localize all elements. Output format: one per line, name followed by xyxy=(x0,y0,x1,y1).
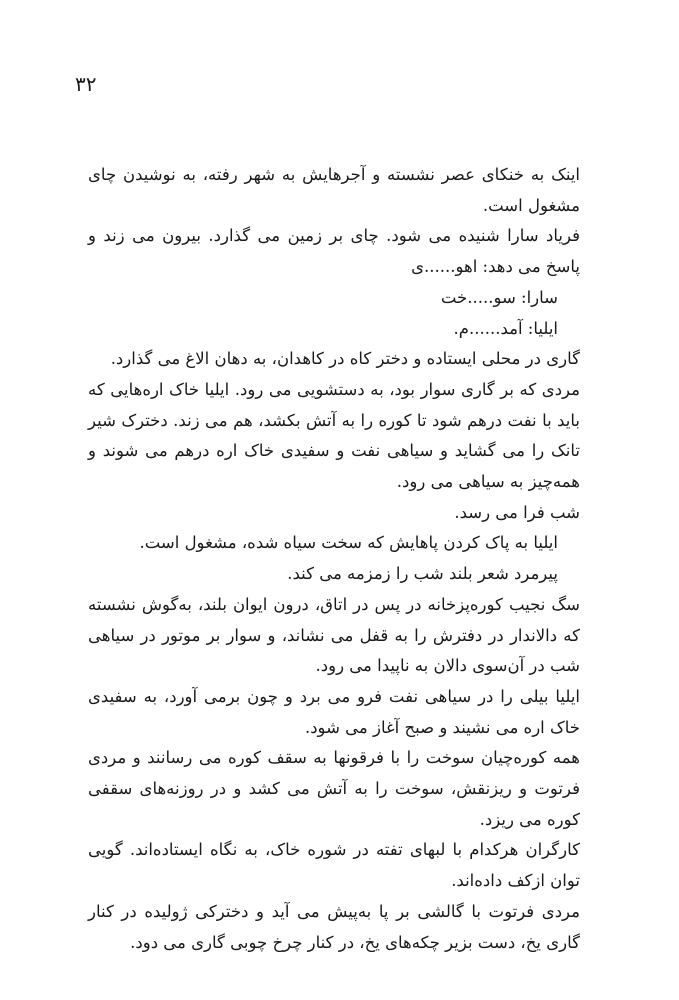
paragraph: اینک به خنکای عصر نشسته و آجرهایش به شهر رفته، به نوشیدن چای مشغول است. xyxy=(88,165,580,215)
paragraph: کارگران هرکدام با لبهای تفته در شوره خاک، به نگاه ایستاده‌اند. گویی توان ازکف داده‌اند. xyxy=(88,840,580,891)
paragraph: ایلیا به پاک کردن پاهایش که سخت سیاه شده، مشغول است. xyxy=(139,533,558,553)
paragraph: شب فرا می رسد. xyxy=(454,502,580,522)
paragraph: مردی که بر گاری سوار بود، به دستشویی می رود. ایلیا خاک اره‌هایی که باید با نفت درهم شود تا کوره را به آتش بکشد، هم می زند. دخترک شیر تانک را می گشاید و سیاهی نفت و سفیدی خاک اره درهم می شوند و همه‌چیز به سیاهی می رود. xyxy=(88,379,580,492)
paragraph: ایلیا بیلی را در سیاهی نفت فرو می برد و چون برمی آورد، به سفیدی خاک اره می نشیند و صبح آغاز می شود. xyxy=(88,686,580,737)
dialogue-line: ایلیا: آمد......م. xyxy=(453,318,558,338)
paragraph: گاری در محلی ایستاده و دختر کاه در کاهدان، به دهان الاغ می گذارد. xyxy=(110,349,580,369)
paragraph: فریاد سارا شنیده می شود. چای بر زمین می گذارد. بیرون می زند و پاسخ می دهد: اهو......ی xyxy=(88,226,580,277)
paragraph: همه کوره‌چیان سوخت را با فرقونها به سقف کوره می رسانند و مردی فرتوت و ریزنقش، سوخت را به آتش می کشد و در روزنه‌های سقفی کوره می ریزد. xyxy=(88,748,580,829)
page-number: ۳۲ xyxy=(75,72,97,96)
paragraph: پیرمرد شعر بلند شب را زمزمه می کند. xyxy=(287,564,558,584)
body-text xyxy=(88,160,580,958)
paragraph: مردی فرتوت با گالشی بر پا به‌پیش می آید و دخترکی ژولیده در کنار گاری یخ، دست بزیر چکه‌های یخ، در کنار چرخ چوبی گاری می دود. xyxy=(88,901,580,952)
paragraph: سگ نجیب کوره‌پزخانه در پس در اتاق، درون ایوان بلند، به‌گوش نشسته که دالاندار در دفترش را به قفل می نشاند، و سوار بر موتور در سیاهی شب در آن‌سوی دالان به ناپیدا می رود. xyxy=(88,594,580,676)
dialogue-line: سارا: سو.....خت xyxy=(440,287,558,307)
